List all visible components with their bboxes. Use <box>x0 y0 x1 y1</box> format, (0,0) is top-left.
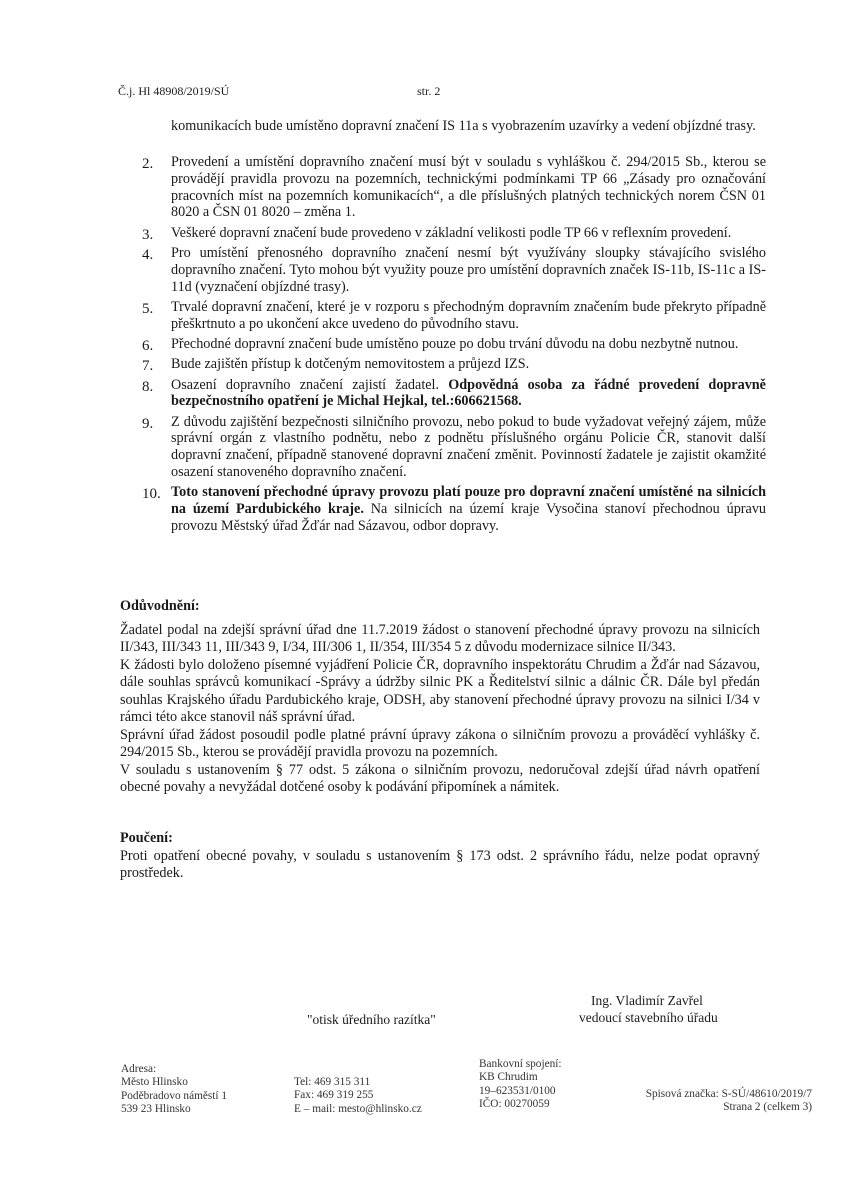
footer-address: Adresa: Město Hlinsko Poděbradovo náměstí 1 539 23 Hlinsko <box>121 1063 228 1115</box>
footer-file: Spisová značka: S-SÚ/48610/2019/7 Strana 2 (celkem 3) <box>645 1088 812 1114</box>
paragraph: V souladu s ustanovením § 77 odst. 5 zákona o silničním provozu, nedoručoval zdejší úřad návrh opatření obecné povahy a nevyžádal dotčené osoby k podávání připomínek a námitek. <box>120 761 760 795</box>
paragraph: Proti opatření obecné povahy, v souladu s ustanovením § 173 odst. 2 správního řádu, nelze podat opravný prostředek. <box>120 847 760 881</box>
signatory-role: vedoucí stavebního úřadu <box>579 1010 718 1025</box>
responsible-person: Odpovědná osoba za řádné provedení dopravně bezpečnostního opatření je Michal Hejkal, tel.:606621568. <box>171 376 766 410</box>
instruction-heading: Poučení: <box>120 830 173 846</box>
list-item: 4. Pro umístění přenosného dopravního značení nesmí být využívány sloupky stávajícího svislého dopravního značení. Tyto mohou být využity pouze pro umístění dopravních značek IS-11b, IS-11c a IS-11d (vyznačení objízdné trasy). <box>142 244 766 295</box>
conditions-list <box>118 154 766 538</box>
list-item: 6. Přechodné dopravní značení bude umístěno pouze po dobu trvání důvodu na dobu nezbytně nutnou. <box>142 335 739 354</box>
list-item: 3. Veškeré dopravní značení bude provedeno v základní velikosti podle TP 66 v reflexním provedení. <box>142 224 732 243</box>
stamp-placeholder: "otisk úředního razítka" <box>307 1012 436 1027</box>
reasoning-section <box>120 598 760 797</box>
reasoning-heading: Odůvodnění: <box>120 598 200 614</box>
page-number: str. 2 <box>417 84 441 98</box>
list-item: 9. Z důvodu zajištění bezpečnosti silničního provozu, nebo pokud to bude vyžadovat veřejný zájem, může správní orgán z vlastního podnětu, nebo z podnětu příslušného orgánu Policie ČR, stanovit další dopravní značení, případně stanovené dopravní značení změnit. Povinností žadatele je zajistit okamžité osazení stanoveného dopravního značení. <box>142 413 766 481</box>
footer-bank: Bankovní spojení: KB Chrudim 19–623531/0100 IČO: 00270059 <box>479 1058 562 1110</box>
document-reference: Č.j. Hl 48908/2019/SÚ <box>118 84 230 98</box>
list-item: 2. Provedení a umístění dopravního značení musí být v souladu s vyhláškou č. 294/2015 Sb., kterou se provádějí pravidla provozu na pozemních, technickými podmínkami TP 66 „Zásady pro označování pracovních míst na pozemních komunikacích“, a dle příslušných platných technických norem ČSN 01 8020 a ČSN 01 8020 – změna 1. <box>142 154 766 221</box>
instruction-section <box>120 830 760 883</box>
signatory-name: Ing. Vladimír Zavřel <box>591 993 703 1008</box>
footer-contact: Tel: 469 315 311 Fax: 469 319 255 E – mail: mesto@hlinsko.cz <box>294 1076 422 1115</box>
paragraph: K žádosti bylo doloženo písemné vyjádření Policie ČR, dopravního inspektorátu Chrudim a Žďár nad Sázavou, dále souhlas správců komunikací -Správy a údržby silnic PK a Ředitelství silnic a dálnic ČR. Dále byl předán souhlas Krajského úřadu Pardubického kraje, ODSH, aby stanovení přechodné úpravy provozu na silnici I/34 v rámci této akce stanovil náš správní úřad. <box>120 656 760 725</box>
paragraph: Žadatel podal na zdejší správní úřad dne 11.7.2019 žádost o stanovení přechodné úpravy provozu na silnicích II/343, III/343 11, III/343 9, I/34, III/306 1, II/354, III/354 5 z důvodu modernizace silnice II/343. <box>120 621 760 655</box>
paragraph: Správní úřad žádost posoudil podle platné právní úpravy zákona o silničním provozu a prováděcí vyhlášky č. 294/2015 Sb., kterou se provádějí pravidla provozu na pozemních. <box>120 726 760 760</box>
list-continuation: komunikacích bude umístěno dopravní značení IS 11a s vyobrazením uzavírky a vedení objízdné trasy. <box>171 118 756 134</box>
list-item: 7. Bude zajištěn přístup k dotčeným nemovitostem a průjezd IZS. <box>142 356 530 375</box>
list-item: 5. Trvalé dopravní značení, které je v rozporu s přechodným dopravním značením bude překryto případně přeškrtnuto a po ukončení akce uvedeno do původního stavu. <box>142 298 766 332</box>
list-item: 8. Osazení dopravního značení zajistí žadatel. Odpovědná osoba za řádné provedení dopravně bezpečnostního opatření je Michal Hejkal, tel.:606621568. <box>142 376 766 410</box>
list-item: 10. Toto stanovení přechodné úpravy provozu platí pouze pro dopravní značení umístěné na silnicích na území Pardubického kraje. Na silnicích na území kraje Vysočina stanoví přechodnou úpravu provozu Městský úřad Žďár nad Sázavou, odbor dopravy. <box>142 484 767 534</box>
